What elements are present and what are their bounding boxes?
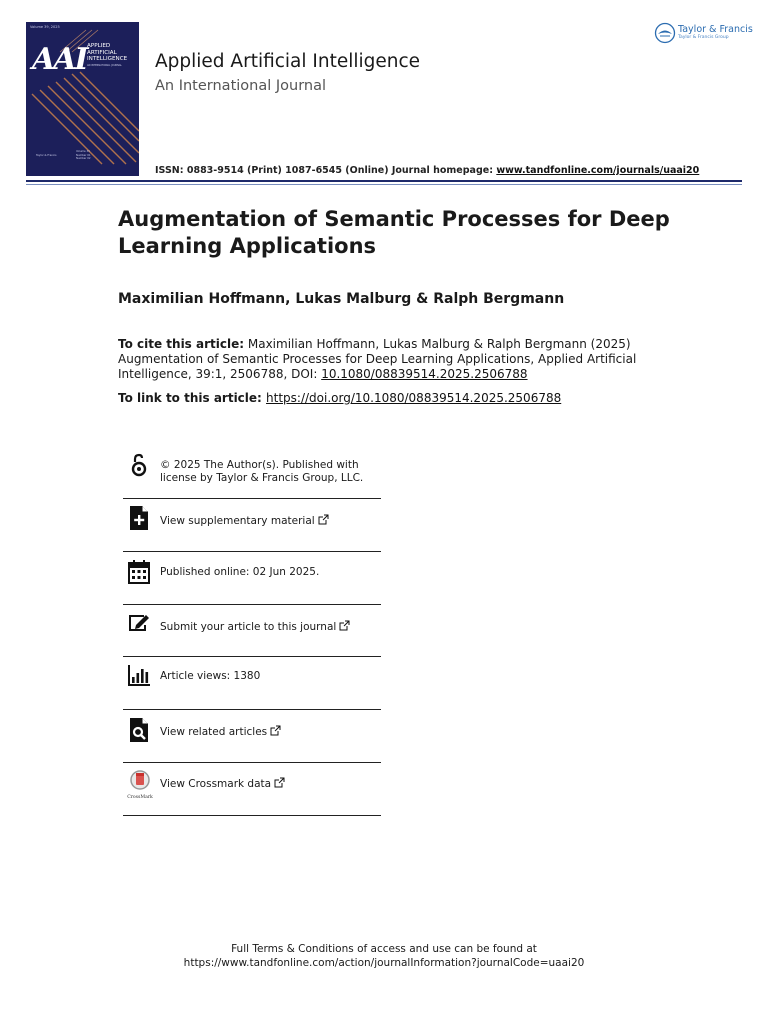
crossmark-icon	[126, 770, 154, 800]
header-rule	[26, 180, 742, 182]
cover-subtitle: AN INTERNATIONAL JOURNAL	[87, 64, 122, 67]
header-rule-thin	[26, 184, 742, 185]
views-row	[123, 657, 381, 709]
license-row	[123, 446, 381, 498]
cover-volume: Volume 39 Number 01 Number 02	[76, 150, 91, 161]
cover-publisher: Taylor & Francis	[36, 154, 57, 157]
pencil-box-icon	[127, 611, 151, 637]
footer-line-1: Full Terms & Conditions of access and use can be found at	[231, 943, 537, 955]
citation	[118, 337, 638, 382]
journal-homepage-link[interactable]: www.tandfonline.com/journals/uaai20	[496, 165, 700, 176]
journal-cover	[26, 22, 139, 176]
cite-label: To cite this article:	[118, 337, 245, 351]
article-url-link[interactable]: https://doi.org/10.1080/08839514.2025.2506788	[266, 391, 562, 405]
article-link-line	[118, 391, 561, 405]
article-title: Augmentation of Semantic Processes for Deep Learning Applications	[118, 207, 670, 258]
related-row[interactable]	[123, 710, 381, 762]
crossmark-link[interactable]: View Crossmark data	[160, 778, 272, 790]
article-authors: Maximilian Hoffmann, Lukas Malburg & Ralph Bergmann	[118, 291, 565, 307]
license-line-1: © 2025 The Author(s). Published with	[160, 459, 359, 471]
calendar-icon	[127, 559, 151, 585]
related-link[interactable]: View related articles	[160, 726, 268, 738]
cover-journal-name: APPLIED ARTIFICIAL INTELLIGENCE	[87, 43, 128, 62]
crossmark-icon-label: CrossMark	[127, 795, 153, 800]
journal-subtitle: An International Journal	[155, 78, 327, 94]
file-plus-icon	[127, 505, 151, 531]
crossmark-row[interactable]	[123, 763, 381, 815]
published-row	[123, 552, 381, 604]
open-access-icon	[127, 452, 151, 478]
external-link-icon	[318, 514, 329, 525]
supplementary-link[interactable]: View supplementary material	[160, 515, 315, 527]
divider	[123, 815, 381, 816]
issn-line	[155, 165, 699, 176]
journal-title: Applied Artificial Intelligence	[155, 51, 421, 72]
external-link-icon	[270, 725, 281, 736]
doi-link[interactable]: 10.1080/08839514.2025.2506788	[321, 367, 528, 381]
cover-logo: AAI	[32, 42, 87, 77]
issn-text: ISSN: 0883-9514 (Print) 1087-6545 (Online) Journal homepage:	[155, 165, 497, 176]
submit-row[interactable]	[123, 605, 381, 657]
footer-terms	[0, 942, 768, 970]
article-views: Article views: 1380	[160, 670, 261, 682]
link-label: To link to this article:	[118, 391, 267, 405]
footer-terms-link[interactable]: https://www.tandfonline.com/action/journalInformation?journalCode=uaai20	[183, 957, 585, 969]
published-date: Published online: 02 Jun 2025.	[160, 566, 320, 578]
bar-chart-icon	[127, 662, 151, 688]
file-search-icon	[127, 717, 151, 743]
cite-text: Maximilian Hoffmann, Lukas Malburg & Ralph Bergmann (2025) Augmentation of Semantic Processes for Deep Learning Applications, Applied Artificial Intelligence, 39:1, 2506788, DOI:	[118, 337, 637, 381]
publisher-group: Taylor & Francis Group	[678, 35, 729, 40]
license-line-2: license by Taylor & Francis Group, LLC.	[160, 472, 364, 484]
external-link-icon	[339, 620, 350, 631]
external-link-icon	[274, 777, 285, 788]
supplementary-row[interactable]	[123, 499, 381, 551]
taylor-francis-icon	[654, 22, 676, 44]
publisher-name: Taylor & Francis	[678, 24, 753, 35]
cover-top-text: Volume 39, 2025	[30, 25, 60, 29]
submit-link[interactable]: Submit your article to this journal	[160, 621, 337, 633]
